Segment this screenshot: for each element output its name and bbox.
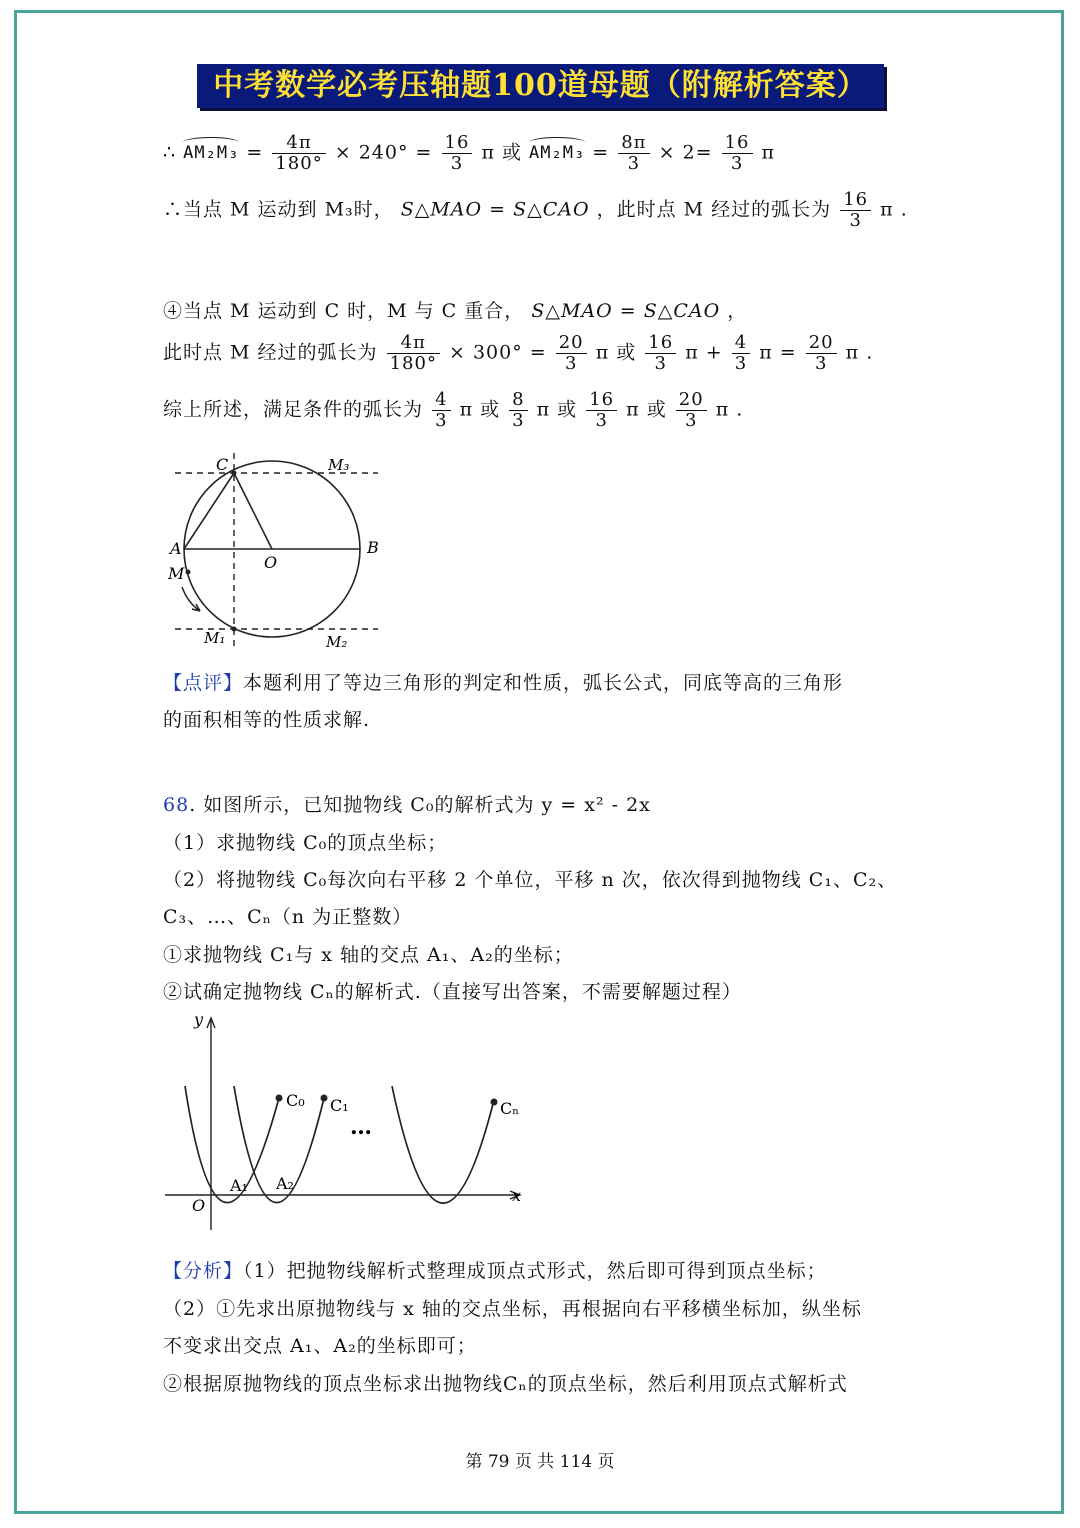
ellipsis-dots: … bbox=[350, 1114, 372, 1140]
text-run: 综上所述，满足条件的弧长为 bbox=[163, 398, 424, 421]
fraction: $\frac{16}{3}$ bbox=[722, 133, 753, 174]
label-b: B bbox=[367, 538, 379, 557]
question-2-part-a: （2）将抛物线 C₀每次向右平移 2 个单位，平移 n 次，依次得到抛物线 C₁、C₂、 bbox=[163, 869, 898, 891]
text-run: π . bbox=[845, 341, 874, 364]
label-c: C bbox=[216, 455, 229, 474]
arc-label: AM₂M₃ bbox=[529, 137, 585, 163]
problem-stem-text: . 如图所示，已知抛物线 C₀的解析式为 y = x² - 2x bbox=[189, 794, 651, 816]
analysis-line-4: ②根据原抛物线的顶点坐标求出抛物线Cₙ的顶点坐标，然后利用顶点式解析式 bbox=[163, 1373, 848, 1395]
text-run: ， bbox=[727, 300, 748, 322]
fraction: $\frac{20}{3}$ bbox=[676, 390, 707, 431]
label-c1: C₁ bbox=[330, 1096, 349, 1115]
point-m1 bbox=[232, 627, 237, 632]
therefore-symbol: ∴ bbox=[163, 141, 177, 164]
equals-sign: = bbox=[415, 141, 433, 164]
label-m: M bbox=[168, 564, 185, 583]
label-c0: C₀ bbox=[286, 1091, 305, 1110]
parabola-cn bbox=[392, 1086, 494, 1203]
comment-text: 本题利用了等边三角形的判定和性质，弧长公式，同底等高的三角形 bbox=[243, 672, 844, 694]
label-a1: A₁ bbox=[230, 1176, 248, 1195]
arc-length-formula-line bbox=[163, 133, 775, 174]
text-run: ∴当点 M 运动到 M₃时， bbox=[163, 198, 394, 221]
equals-sign: = bbox=[246, 141, 264, 164]
segment-co bbox=[234, 473, 272, 549]
parabola-figure bbox=[160, 1008, 530, 1236]
text-run: π . bbox=[715, 398, 744, 421]
analysis-line-2: （2）①先求出原抛物线与 x 轴的交点坐标，再根据向右平移横坐标加，纵坐标 bbox=[163, 1298, 862, 1320]
area-symbol: S△CAO bbox=[643, 300, 721, 322]
fraction: $\frac{20}{3}$ bbox=[556, 333, 587, 374]
label-y: y bbox=[194, 1010, 204, 1029]
question-2-sub-2: ②试确定抛物线 Cₙ的解析式.（直接写出答案，不需要解题过程） bbox=[163, 981, 742, 1003]
point-c1 bbox=[321, 1095, 328, 1102]
text-run: × 300° = bbox=[449, 341, 547, 364]
equals-sign: = bbox=[619, 300, 637, 322]
problem-stem bbox=[163, 790, 651, 817]
fraction: $\frac{4\pi}{180^\circ}$ bbox=[387, 333, 440, 374]
comment-tag: 【点评】 bbox=[163, 672, 244, 694]
text-run: π 或 bbox=[595, 341, 637, 364]
analysis-line-1 bbox=[163, 1256, 827, 1283]
arc-length-case4-line bbox=[163, 333, 873, 374]
text-run: π 或 bbox=[459, 398, 501, 421]
point-c bbox=[232, 471, 237, 476]
multiply-text: × 240° bbox=[334, 141, 409, 164]
area-symbol: S△CAO bbox=[513, 198, 590, 221]
question-2-sub-1: ①求抛物线 C₁与 x 轴的交点 A₁、A₂的坐标； bbox=[163, 944, 574, 966]
question-2-part-b: C₃、…、Cₙ（n 为正整数） bbox=[163, 906, 413, 928]
label-cn: Cₙ bbox=[500, 1099, 520, 1118]
fraction: $\frac{4\pi}{180^\circ}$ bbox=[272, 133, 325, 174]
label-origin: O bbox=[192, 1196, 206, 1215]
fraction: $\frac{8\pi}{3}$ bbox=[618, 133, 649, 174]
problem-number: 68 bbox=[163, 794, 190, 816]
fraction: $\frac{16}{3}$ bbox=[442, 133, 473, 174]
text-run: π = bbox=[759, 341, 797, 364]
point-c0 bbox=[276, 1095, 283, 1102]
point-m bbox=[186, 570, 191, 575]
case-4-line bbox=[163, 296, 747, 323]
area-symbol: S△MAO bbox=[531, 300, 613, 322]
analysis-text: （1）把抛物线解析式整理成顶点式形式，然后即可得到顶点坐标； bbox=[243, 1260, 827, 1282]
question-1: （1）求抛物线 C₀的顶点坐标； bbox=[163, 832, 448, 854]
fraction: $\frac{16}{3}$ bbox=[645, 333, 676, 374]
banner-title: 中考数学必考压轴题100道母题（附解析答案） bbox=[197, 64, 884, 108]
equals-sign: = bbox=[592, 141, 610, 164]
summary-line bbox=[163, 390, 743, 431]
pi-or-text: π 或 bbox=[481, 141, 522, 164]
text-run: ④当点 M 运动到 C 时，M 与 C 重合， bbox=[163, 300, 525, 322]
conclusion-m3-line bbox=[163, 190, 908, 231]
fraction: $\frac{4}{3}$ bbox=[432, 390, 450, 431]
label-m1: M₁ bbox=[204, 629, 226, 647]
equals-sign: = bbox=[489, 198, 507, 221]
text-run: ，此时点 M 经过的弧长为 bbox=[596, 198, 832, 221]
label-m3: M₃ bbox=[328, 456, 350, 474]
pi-symbol: π bbox=[761, 141, 776, 164]
circle-figure bbox=[160, 445, 390, 660]
page-footer: 第 79 页 共 114 页 bbox=[465, 1452, 615, 1472]
text-run: π . bbox=[880, 198, 908, 221]
fraction: $\frac{16}{3}$ bbox=[586, 390, 617, 431]
segment-ac bbox=[184, 473, 234, 549]
comment-line-1 bbox=[163, 668, 843, 695]
label-o: O bbox=[264, 553, 278, 572]
area-symbol: S△MAO bbox=[400, 198, 483, 221]
label-m2: M₂ bbox=[326, 633, 348, 651]
label-a2: A₂ bbox=[276, 1174, 294, 1193]
page-frame bbox=[14, 10, 1064, 1514]
label-a: A bbox=[170, 539, 182, 558]
label-x: x bbox=[512, 1186, 522, 1205]
multiply-text: × 2= bbox=[658, 141, 713, 164]
text-run: π + bbox=[685, 341, 723, 364]
fraction: $\frac{16}{3}$ bbox=[840, 190, 871, 231]
point-cn bbox=[491, 1099, 498, 1106]
comment-line-2: 的面积相等的性质求解. bbox=[163, 709, 371, 731]
fraction: $\frac{20}{3}$ bbox=[806, 333, 837, 374]
fraction: $\frac{4}{3}$ bbox=[732, 333, 750, 374]
text-run: π 或 bbox=[626, 398, 667, 421]
fraction: $\frac{8}{3}$ bbox=[509, 390, 527, 431]
analysis-tag: 【分析】 bbox=[163, 1260, 244, 1282]
analysis-line-3: 不变求出交点 A₁、A₂的坐标即可； bbox=[163, 1335, 477, 1357]
text-run: 此时点 M 经过的弧长为 bbox=[163, 341, 378, 364]
text-run: π 或 bbox=[536, 398, 578, 421]
arc-label: AM₂M₃ bbox=[183, 137, 239, 163]
